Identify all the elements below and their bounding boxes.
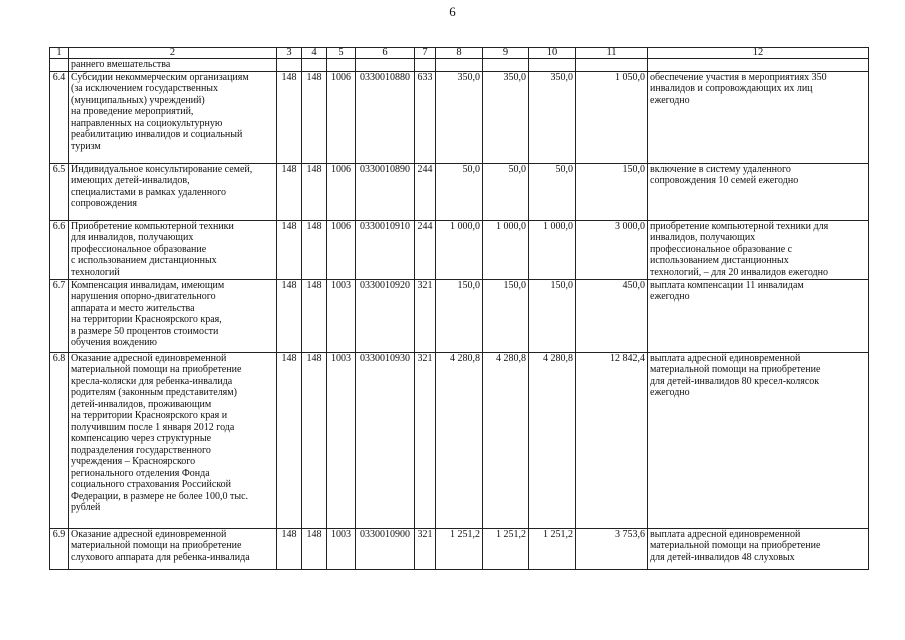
cell-c7: 244: [415, 163, 436, 220]
cell-no: 6.9: [50, 528, 69, 569]
cell-empty: [356, 59, 415, 72]
cell-result: включение в систему удаленного сопровождения 10 семей ежегодно: [648, 163, 869, 220]
cell-c4: 148: [302, 279, 327, 352]
cell-c11: 12 842,4: [576, 352, 648, 528]
cell-c11: 3 753,6: [576, 528, 648, 569]
continuation-row: [50, 59, 869, 72]
column-header: 3: [277, 48, 302, 59]
cell-c5: 1003: [327, 352, 356, 528]
cell-name: Индивидуальное консультирование семей, имеющих детей-инвалидов, специалистами в рамках удаленного сопровождения: [69, 163, 277, 220]
cell-empty: [415, 59, 436, 72]
cell-c11: 450,0: [576, 279, 648, 352]
cell-c11: 3 000,0: [576, 220, 648, 279]
cell-no: 6.8: [50, 352, 69, 528]
header-row: [50, 48, 869, 59]
cell-c10: 350,0: [529, 71, 576, 163]
cell-no: 6.7: [50, 279, 69, 352]
cell-name: раннего вмешательства: [69, 59, 277, 72]
column-header: 10: [529, 48, 576, 59]
column-header: 5: [327, 48, 356, 59]
cell-empty: [436, 59, 483, 72]
column-header: 9: [483, 48, 529, 59]
cell-c3: 148: [277, 352, 302, 528]
table-row: [50, 352, 869, 528]
cell-c10: 1 251,2: [529, 528, 576, 569]
column-header: 11: [576, 48, 648, 59]
cell-empty: [327, 59, 356, 72]
cell-empty: [302, 59, 327, 72]
cell-result: выплата компенсации 11 инвалидам ежегодно: [648, 279, 869, 352]
cell-c5: 1003: [327, 279, 356, 352]
cell-name: Оказание адресной единовременной материальной помощи на приобретение слухового аппарата для ребенка-инвалида: [69, 528, 277, 569]
cell-empty: [483, 59, 529, 72]
cell-c8: 50,0: [436, 163, 483, 220]
cell-c3: 148: [277, 163, 302, 220]
column-header: 12: [648, 48, 869, 59]
cell-c5: 1006: [327, 71, 356, 163]
table-row: [50, 220, 869, 279]
column-header: 1: [50, 48, 69, 59]
cell-c6: 0330010920: [356, 279, 415, 352]
cell-result: выплата адресной единовременной материальной помощи на приобретение для детей-инвалидов 80 кресел-колясок ежегодно: [648, 352, 869, 528]
column-header: 7: [415, 48, 436, 59]
cell-empty: [529, 59, 576, 72]
cell-no: 6.6: [50, 220, 69, 279]
cell-c3: 148: [277, 279, 302, 352]
cell-c7: 321: [415, 352, 436, 528]
cell-c9: 1 251,2: [483, 528, 529, 569]
cell-c4: 148: [302, 220, 327, 279]
cell-empty: [576, 59, 648, 72]
budget-table: [49, 47, 869, 570]
cell-c7: 321: [415, 279, 436, 352]
cell-result: обеспечение участия в мероприятиях 350 инвалидов и сопровождающих их лиц ежегодно: [648, 71, 869, 163]
cell-no: 6.5: [50, 163, 69, 220]
cell-name: Приобретение компьютерной техники для инвалидов, получающих профессиональное образование с использованием дистанционных технологий: [69, 220, 277, 279]
column-header: 6: [356, 48, 415, 59]
cell-c10: 1 000,0: [529, 220, 576, 279]
cell-c3: 148: [277, 528, 302, 569]
cell-c7: 321: [415, 528, 436, 569]
cell-c9: 150,0: [483, 279, 529, 352]
cell-name: Компенсация инвалидам, имеющим нарушения опорно-двигательного аппарата и место жительства на территории Красноярского края, в размере 50 процентов стоимости обучения вождению: [69, 279, 277, 352]
cell-c4: 148: [302, 163, 327, 220]
cell-c4: 148: [302, 528, 327, 569]
cell-c8: 350,0: [436, 71, 483, 163]
cell-no: [50, 59, 69, 72]
cell-empty: [648, 59, 869, 72]
cell-c3: 148: [277, 220, 302, 279]
cell-c6: 0330010880: [356, 71, 415, 163]
cell-c5: 1006: [327, 220, 356, 279]
cell-c9: 1 000,0: [483, 220, 529, 279]
cell-c11: 1 050,0: [576, 71, 648, 163]
cell-c4: 148: [302, 352, 327, 528]
cell-c7: 244: [415, 220, 436, 279]
cell-c8: 1 000,0: [436, 220, 483, 279]
cell-c6: 0330010890: [356, 163, 415, 220]
cell-empty: [277, 59, 302, 72]
cell-c6: 0330010910: [356, 220, 415, 279]
table-row: [50, 163, 869, 220]
cell-result: выплата адресной единовременной материальной помощи на приобретение для детей-инвалидов 48 слуховых: [648, 528, 869, 569]
cell-no: 6.4: [50, 71, 69, 163]
table-row: [50, 71, 869, 163]
table-row: [50, 528, 869, 569]
column-header: 2: [69, 48, 277, 59]
cell-c6: 0330010900: [356, 528, 415, 569]
cell-name: Субсидии некоммерческим организациям (за исключением государственных (муниципальных) учреждений) на проведение мероприятий, направленных на социокультурную реабилитацию инвалидов и социальный туризм: [69, 71, 277, 163]
cell-c3: 148: [277, 71, 302, 163]
cell-c8: 150,0: [436, 279, 483, 352]
cell-c10: 50,0: [529, 163, 576, 220]
cell-c7: 633: [415, 71, 436, 163]
cell-c6: 0330010930: [356, 352, 415, 528]
cell-c11: 150,0: [576, 163, 648, 220]
cell-name: Оказание адресной единовременной материальной помощи на приобретение кресла-коляски для ребенка-инвалида родителям (законным представителям) детей-инвалидов, проживающим на территории Красноярского края и получившим после 1 января 2012 года компенсацию через структурные подразделения государственного учреждения – Красноярского регионального отделения Фонда социального страхования Российской Федерации, в размере не более 100,0 тыс. рублей: [69, 352, 277, 528]
page-number: 6: [449, 4, 456, 19]
cell-c4: 148: [302, 71, 327, 163]
cell-c8: 4 280,8: [436, 352, 483, 528]
table-row: [50, 279, 869, 352]
cell-result: приобретение компьютерной техники для инвалидов, получающих профессиональное образование с использованием дистанционных технологий, – для 20 инвалидов ежегодно: [648, 220, 869, 279]
cell-c5: 1006: [327, 163, 356, 220]
cell-c10: 4 280,8: [529, 352, 576, 528]
cell-c9: 350,0: [483, 71, 529, 163]
cell-c10: 150,0: [529, 279, 576, 352]
cell-c8: 1 251,2: [436, 528, 483, 569]
cell-c5: 1003: [327, 528, 356, 569]
cell-c9: 50,0: [483, 163, 529, 220]
cell-c9: 4 280,8: [483, 352, 529, 528]
column-header: 4: [302, 48, 327, 59]
column-header: 8: [436, 48, 483, 59]
